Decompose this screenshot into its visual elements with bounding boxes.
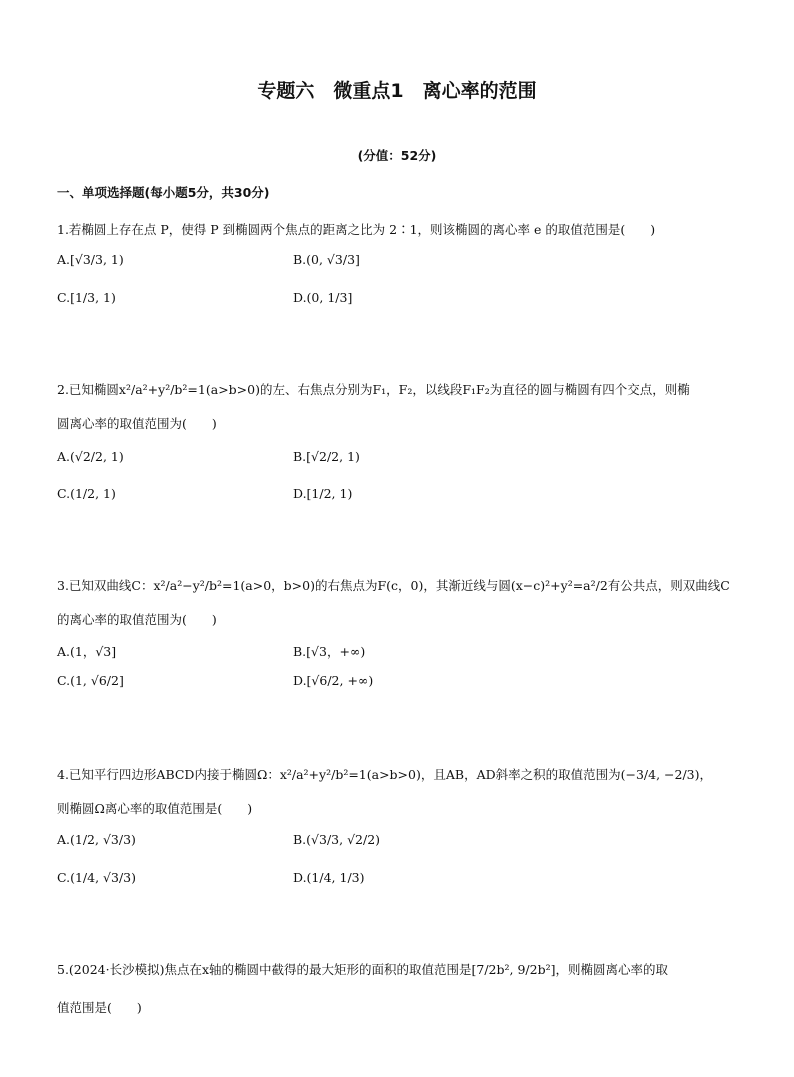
question-1-text: 1.若椭圆上存在点 P，使得 P 到椭圆两个焦点的距离之比为 2∶1，则该椭圆的离心率 e 的取值范围是( )	[57, 222, 656, 237]
q2-option-d: D.[1/2, 1)	[293, 486, 353, 501]
q1-option-d: D.(0, 1/3]	[293, 290, 353, 305]
question-2-line-2: 圆离心率的取值范围为( )	[57, 416, 217, 431]
question-2-line-1: 2.已知椭圆x²/a²+y²/b²=1(a>b>0)的左、右焦点分别为F₁，F₂，以线段F₁F₂为直径的圆与椭圆有四个交点，则椭	[57, 382, 690, 397]
question-3-line-1: 3.已知双曲线C：x²/a²−y²/b²=1(a>0，b>0)的右焦点为F(c，0)，其渐近线与圆(x−c)²+y²=a²/2有公共点，则双曲线C	[57, 578, 730, 593]
question-5-line-2: 值范围是( )	[57, 1000, 142, 1015]
q2-option-c: C.(1/2, 1)	[57, 486, 116, 501]
question-5-line-1: 5.(2024·长沙模拟)焦点在x轴的椭圆中截得的最大矩形的面积的取值范围是[7/2b², 9/2b²]，则椭圆离心率的取	[57, 962, 668, 977]
q3-option-c: C.(1, √6/2]	[57, 673, 124, 688]
q2-option-a: A.(√2/2, 1)	[57, 449, 124, 464]
q1-option-b: B.(0, √3/3]	[293, 252, 360, 267]
q4-option-b: B.(√3/3, √2/2)	[293, 832, 381, 847]
section-heading: 一、单项选择题(每小题5分，共30分)	[57, 185, 270, 200]
q1-option-c: C.[1/3, 1)	[57, 290, 116, 305]
question-3-line-2: 的离心率的取值范围为( )	[57, 612, 217, 627]
q2-option-b: B.[√2/2, 1)	[293, 449, 360, 464]
q4-option-d: D.(1/4, 1/3)	[293, 870, 365, 885]
page-title: 专题六 微重点1 离心率的范围	[257, 80, 537, 102]
score-note: (分值：52分)	[357, 148, 437, 163]
q3-option-a: A.(1，√3]	[57, 644, 117, 659]
q3-option-d: D.[√6/2, +∞)	[293, 673, 374, 688]
question-4-line-1: 4.已知平行四边形ABCD内接于椭圆Ω：x²/a²+y²/b²=1(a>b>0)，且AB，AD斜率之积的取值范围为(−3/4, −2/3)，	[57, 767, 713, 782]
q4-option-a: A.(1/2, √3/3)	[57, 832, 136, 847]
q1-option-a: A.[√3/3, 1)	[57, 252, 124, 267]
question-4-line-2: 则椭圆Ω离心率的取值范围是( )	[57, 801, 253, 816]
q4-option-c: C.(1/4, √3/3)	[57, 870, 136, 885]
q3-option-b: B.[√3，+∞)	[293, 644, 366, 659]
